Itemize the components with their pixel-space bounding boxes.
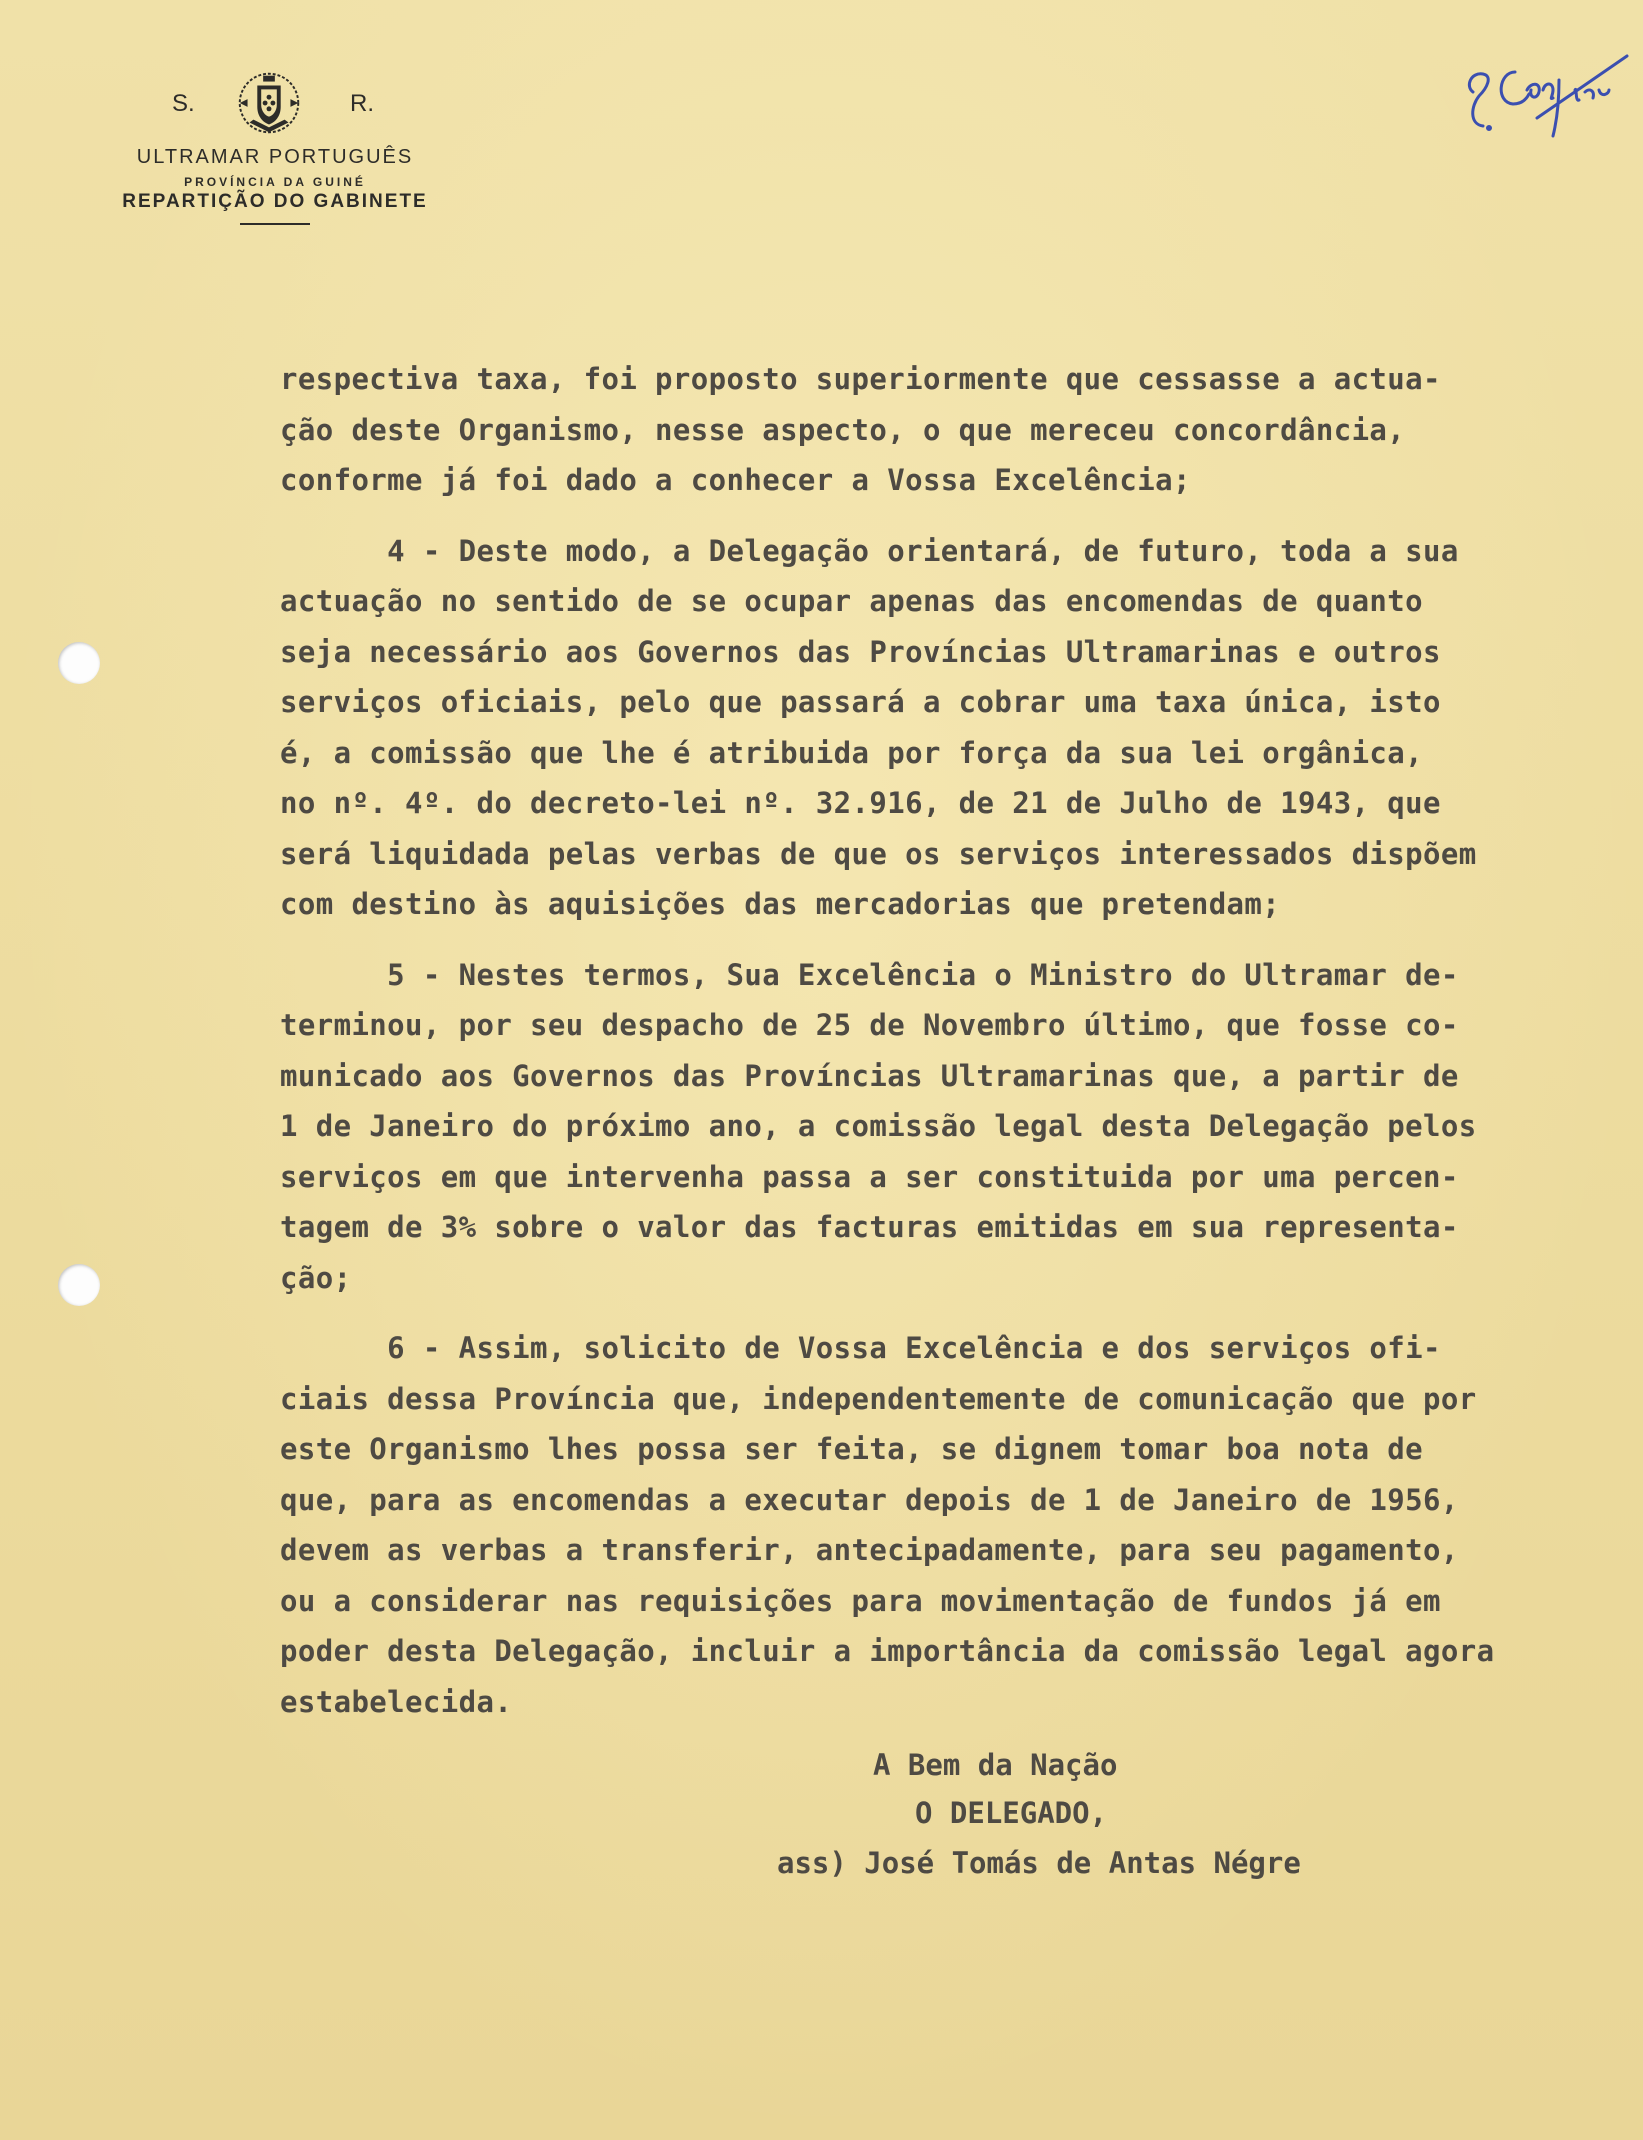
body-line: este Organismo lhes possa ser feita, se dignem tomar boa nota de [280, 1432, 1424, 1466]
letterhead-left-initial: S. [172, 90, 195, 117]
letter-body [280, 354, 1620, 1727]
punch-hole-top [58, 642, 100, 684]
letterhead-right-initial: R. [350, 90, 374, 117]
coat-of-arms-icon [230, 64, 308, 142]
body-line: actuação no sentido de se ocupar apenas das encomendas de quanto [280, 584, 1424, 618]
letterhead-line-provincia: PROVÍNCIA DA GUINÉ [184, 175, 366, 189]
body-line: devem as verbas a transferir, antecipadamente, para seu pagamento, [280, 1533, 1459, 1567]
body-line: conforme já foi dado a conhecer a Vossa Excelência; [280, 463, 1191, 497]
body-line [280, 930, 1620, 950]
punch-hole-bottom [58, 1264, 100, 1306]
body-line: respectiva taxa, foi proposto superiormente que cessasse a actua- [280, 362, 1441, 396]
body-line: municado aos Governos das Províncias Ultramarinas que, a partir de [280, 1058, 1459, 1093]
letterhead-line-reparticao: REPARTIÇÃO DO GABINETE [122, 191, 428, 212]
letterhead [60, 60, 490, 225]
body-line: ção; [280, 1260, 352, 1295]
body-line: 6 - Assim, solicito de Vossa Excelência e dos serviços ofi- [280, 1331, 1441, 1365]
body-line: poder desta Delegação, incluir a importância da comissão legal agora [280, 1634, 1495, 1668]
body-line: no nº. 4º. do decreto-lei nº. 32.916, de 21 de Julho de 1943, que [280, 786, 1441, 820]
body-line: serviços oficiais, pelo que passará a cobrar uma taxa única, isto [280, 685, 1441, 719]
body-line: é, a comissão que lhe é atribuida por força da sua lei orgânica, [280, 735, 1424, 770]
body-line [280, 506, 1620, 526]
closing-title: O DELEGADO, [915, 1796, 1108, 1830]
body-line: serviços em que intervenha passa a ser constituida por uma percen- [280, 1159, 1459, 1194]
handwritten-annotation [1455, 20, 1635, 150]
body-line: que, para as encomendas a executar depois de 1 de Janeiro de 1956, [280, 1482, 1459, 1517]
body-line: 4 - Deste modo, a Delegação orientará, de futuro, toda a sua [280, 533, 1459, 568]
body-line: terminou, por seu despacho de 25 de Novembro último, que fosse co- [280, 1008, 1459, 1042]
body-line: estabelecida. [280, 1684, 513, 1719]
body-line: com destino às aquisições das mercadorias que pretendam; [280, 887, 1281, 921]
body-line: ciais dessa Província que, independentemente de comunicação que por [280, 1381, 1477, 1416]
body-line: será liquidada pelas verbas de que os serviços interessados dispõem [280, 836, 1477, 871]
body-line: 1 de Janeiro do próximo ano, a comissão legal desta Delegação pelos [280, 1109, 1477, 1143]
letterhead-rule [240, 223, 310, 225]
body-line: seja necessário aos Governos das Províncias Ultramarinas e outros [280, 634, 1441, 669]
body-line: tagem de 3% sobre o valor das facturas emitidas em sua representa- [280, 1210, 1459, 1244]
body-line: 5 - Nestes termos, Sua Excelência o Ministro do Ultramar de- [280, 957, 1459, 992]
closing-salutation: A Bem da Nação [873, 1748, 1118, 1782]
closing-signatory: ass) José Tomás de Antas Négre [777, 1846, 1301, 1880]
letterhead-line-ultramar: ULTRAMAR PORTUGUÊS [136, 146, 414, 168]
body-line [280, 1303, 1620, 1323]
body-line: ou a considerar nas requisições para movimentação de fundos já em [280, 1583, 1441, 1618]
body-line: ção deste Organismo, nesse aspecto, o que mereceu concordância, [280, 412, 1406, 447]
